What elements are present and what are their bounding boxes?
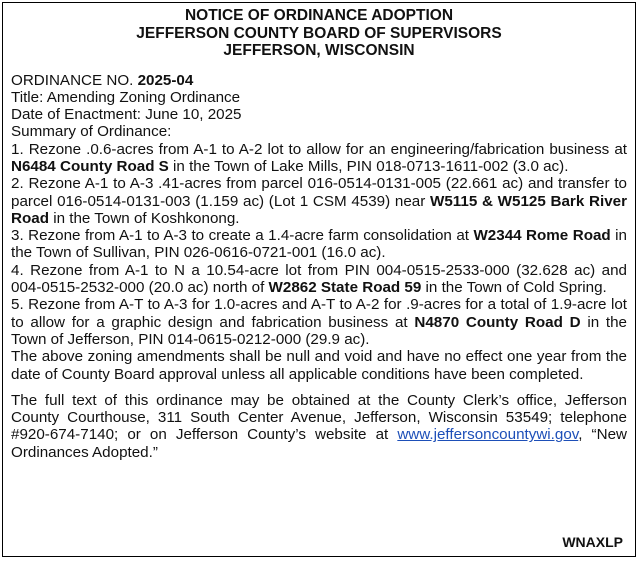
full-text-info: The full text of this ordinance may be obtained at the County Clerk’s office, Jefferson County Courthouse, 311 South Center Avenue, Jefferson, Wisconsin 53549; telephone #920-674-7140; or on Jefferson County’s website at www.jeffersoncountywi.gov, “New Ordinances Adopted.”	[11, 391, 627, 461]
summary-label: Summary of Ordinance:	[11, 123, 172, 141]
null-void-clause: The above zoning amendments shall be null and void and have no effect one year from the date of County Board approval unless all applicable conditions have been completed.	[11, 348, 627, 383]
ordinance-title: Title: Amending Zoning Ordinance	[11, 88, 241, 106]
ordinance-body	[11, 72, 627, 383]
enactment-date: Date of Enactment: June 10, 2025	[11, 106, 242, 124]
rezone-item-2: 2. Rezone A-1 to A-3 .41-acres from parcel 016-0514-0131-005 (22.661 ac) and transfer to parcel 016-0514-0131-003 (1.159 ac) (Lot 1 CSM 4539) near W5115 & W5125 Bark River Road in the Town of Koshkonong.	[11, 175, 627, 227]
rezone-address-1: N6484 County Road S	[11, 157, 169, 175]
rezone-item-5: 5. Rezone from A-T to A-3 for 1.0-acres and A-T to A-2 for .9-acres for a total of 1.9-acre lot to allow for a graphic design and fabrication business at N4870 County Road D in the Town of Jefferson, PIN 014-0615-0212-000 (29.9 ac).	[11, 296, 627, 348]
rezone-item-1: 1. Rezone .0.6-acres from A-1 to A-2 lot to allow for an engineering/fabrication business at N6484 County Road S in the Town of Lake Mills, PIN 018-0713-1611-002 (3.0 ac).	[11, 140, 627, 175]
header-title: NOTICE OF ORDINANCE ADOPTION	[184, 7, 454, 24]
rezone-item-3: 3. Rezone from A-1 to A-3 to create a 1.4-acre farm consolidation at W2344 Rome Road in the Town of Sullivan, PIN 026-0616-0721-001 (16.0 ac).	[11, 227, 627, 262]
rezone-address-3: W2344 Rome Road	[473, 227, 611, 245]
county-website-link[interactable]: www.jeffersoncountywi.gov	[397, 426, 579, 444]
ordinance-number-label: ORDINANCE NO.	[11, 71, 138, 89]
header-board: JEFFERSON COUNTY BOARD OF SUPERVISORS	[136, 24, 502, 42]
rezone-address-5: N4870 County Road D	[414, 313, 581, 331]
rezone-address-4: W2862 State Road 59	[268, 279, 422, 297]
ordinance-number	[11, 72, 627, 89]
rezone-address-2: W5115 & W5125 Bark River Road	[11, 192, 627, 227]
ordinance-notice	[2, 2, 636, 557]
ordinance-number-value: 2025-04	[137, 71, 194, 89]
rezone-item-4: 4. Rezone from A-1 to N a 10.54-acre lot from PIN 004-0515-2533-000 (32.628 ac) and 004-0515-2532-000 (20.0 ac) north of W2862 State Road 59 in the Town of Cold Spring.	[11, 261, 627, 297]
publication-code: WNAXLP	[562, 533, 623, 550]
header-location: JEFFERSON, WISCONSIN	[223, 42, 415, 59]
notice-header	[11, 7, 627, 60]
